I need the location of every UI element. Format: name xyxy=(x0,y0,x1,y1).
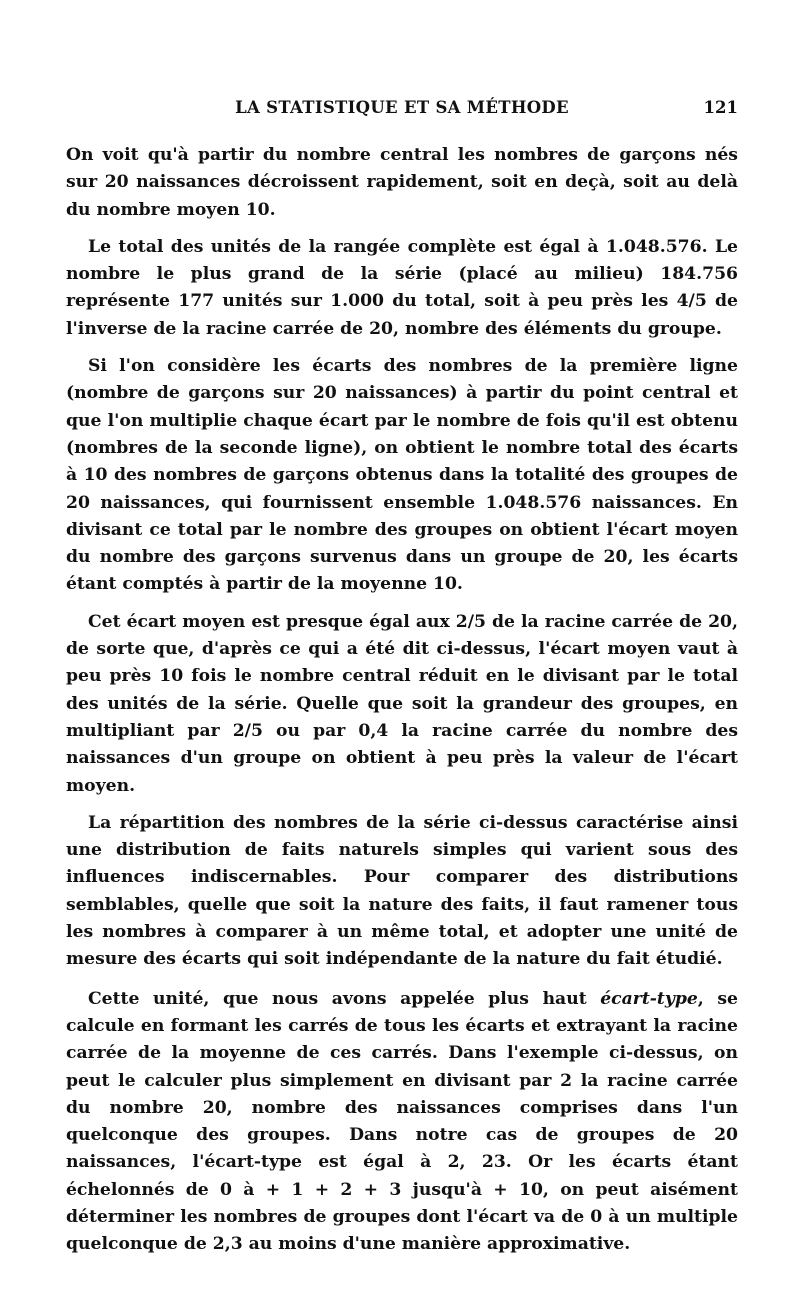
paragraph-3: Si l'on considère les écarts des nombres de la première ligne (nombre de garçons sur 20 naissances) à partir du point central et que l'on multiplie chaque écart par le nombre de fois qu'il est obtenu (nombres de la seconde ligne), on obtient le nombre total des écarts à 10 des nombres de garçons obtenus dans la totalité des groupes de 20 naissances, qui fournissent ensemble 1.048.576 naissances. En divisant ce total par le nombre des groupes on obtient l'écart moyen du nombre des garçons survenus dans un groupe de 20, les écarts étant comptés à partir de la moyenne 10. xyxy=(66,356,738,595)
running-head xyxy=(66,94,738,122)
paragraph-6-lead: Cette unité, que nous avons appelée plus haut xyxy=(88,988,601,1009)
ecart-type-term: écart-type xyxy=(600,988,698,1009)
paragraph-6 xyxy=(66,986,738,1259)
paragraph-5: La répartition des nombres de la série ci-dessus caractérise ainsi une distribution de faits naturels simples qui varient sous des influences indiscernables. Pour comparer des distributions semblables, quelle que soit la nature des faits, il faut ramener tous les nombres à comparer à un même total, et adopter une unité de mesure des écarts qui soit indépendante de la nature du fait étudié. xyxy=(66,812,738,970)
running-title: LA STATISTIQUE ET SA MÉTHODE xyxy=(235,98,569,117)
paragraph-6-rest: , se calcule en formant les carrés de tous les écarts et extrayant la racine carrée de la moyenne de ces carrés. Dans l'exemple ci-dessus, on peut le calculer plus simplement en divisant par 2 la racine carrée du nombre 20, nombre des naissances comprises dans l'un quelconque des groupes. Dans notre cas de groupes de 20 naissances, l'écart-type est égal à 2, 23. Or les écarts étant échelonnés de 0 à + 1 + 2 + 3 jusqu'à + 10, on peut aisément déterminer les nombres de groupes dont l'écart va de 0 à un multiple quelconque de 2,3 au moins d'une manière approximative. xyxy=(66,988,738,1255)
paragraph-1: On voit qu'à partir du nombre central les nombres de garçons nés sur 20 naissances décroissent rapidement, soit en deçà, soit au delà du nombre moyen 10. xyxy=(66,145,738,220)
paragraph-4: Cet écart moyen est presque égal aux 2/5 de la racine carrée de 20, de sorte que, d'après ce qui a été dit ci-dessus, l'écart moyen vaut à peu près 10 fois le nombre central réduit en le divisant par le total des unités de la série. Quelle que soit la grandeur des groupes, en multipliant par 2/5 ou par 0,4 la racine carrée du nombre des naissances d'un groupe on obtient à peu près la valeur de l'écart moyen. xyxy=(66,611,738,796)
page-number: 121 xyxy=(703,98,738,117)
body-text xyxy=(66,142,738,1269)
paragraph-2: Le total des unités de la rangée complète est égal à 1.048.576. Le nombre le plus grand de la série (placé au milieu) 184.756 représente 177 unités sur 1.000 du total, soit à peu près les 4/5 de l'inverse de la racine carrée de 20, nombre des éléments du groupe. xyxy=(66,236,738,339)
